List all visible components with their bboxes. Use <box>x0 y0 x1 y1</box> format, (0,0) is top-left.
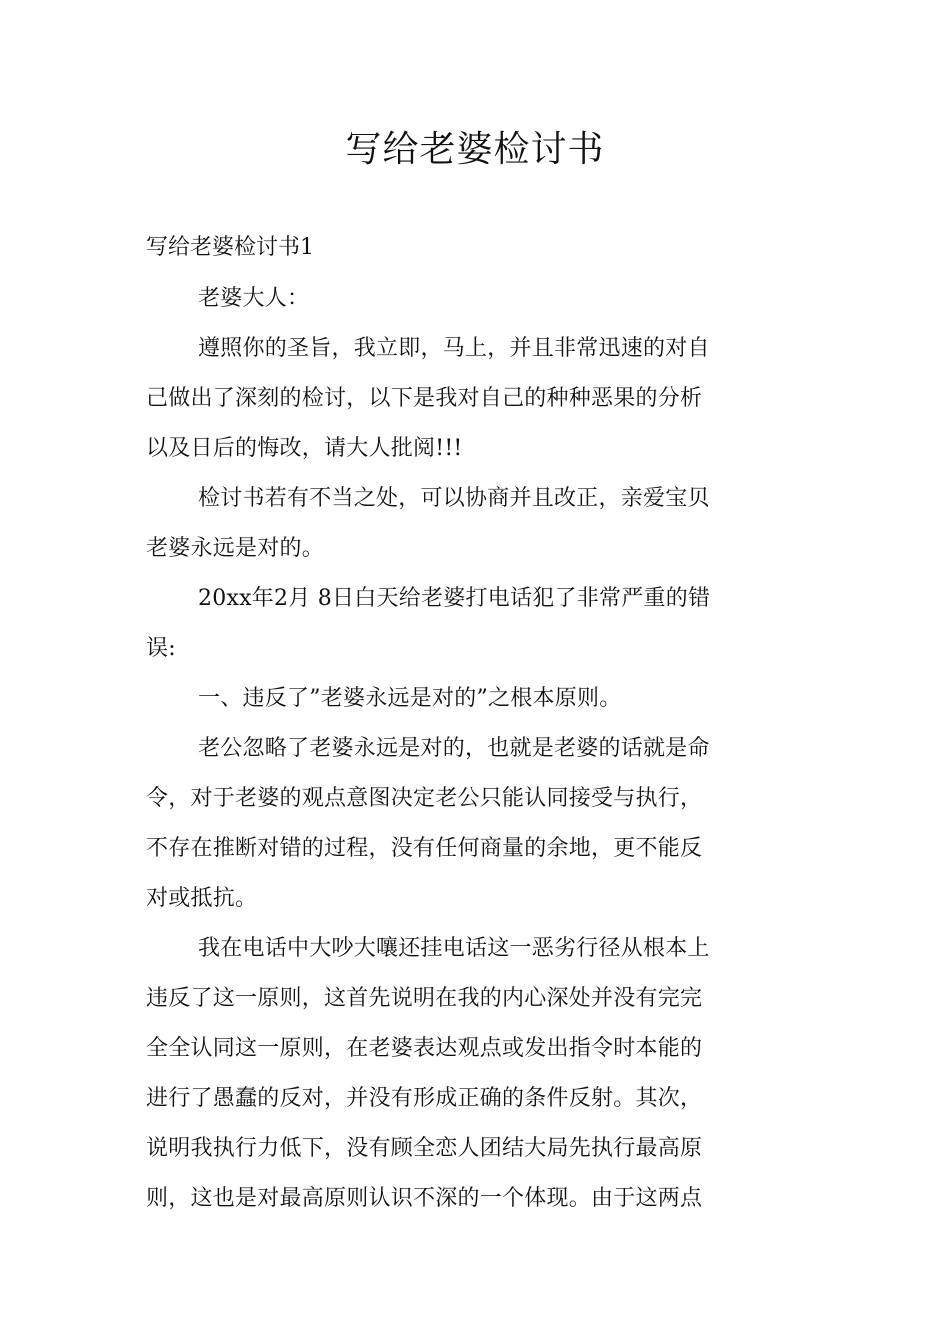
paragraph-line: 则，这也是对最高原则认识不深的一个体现。由于这两点 <box>146 1186 703 1211</box>
paragraph-line: 我在电话中大吵大嚷还挂电话这一恶劣行径从根本上 <box>198 936 710 961</box>
paragraph-line: 误: <box>146 636 176 661</box>
paragraph-line: 20xx年2月 8日白天给老婆打电话犯了非常严重的错 <box>198 586 711 611</box>
paragraph-line: 对或抵抗。 <box>146 886 258 911</box>
paragraph-line: 进行了愚蠢的反对，并没有形成正确的条件反射。其次， <box>146 1086 703 1111</box>
section-heading: 一、违反了”老婆永远是对的”之根本原则。 <box>198 686 622 711</box>
document-subtitle: 写给老婆检讨书1 <box>146 235 314 260</box>
paragraph-line: 检讨书若有不当之处，可以协商并且改正，亲爱宝贝 <box>198 486 710 511</box>
paragraph-line: 老婆永远是对的。 <box>146 536 325 561</box>
paragraph-line: 全全认同这一原则，在老婆表达观点或发出指令时本能的 <box>146 1036 703 1061</box>
paragraph-line: 以及日后的悔改，请大人批阅!!! <box>146 436 463 461</box>
paragraph-line: 老公忽略了老婆永远是对的，也就是老婆的话就是命 <box>198 736 710 761</box>
document-title: 写给老婆检讨书 <box>345 129 605 170</box>
paragraph-line: 说明我执行力低下，没有顾全恋人团结大局先执行最高原 <box>146 1136 703 1161</box>
paragraph-line: 己做出了深刻的检讨，以下是我对自己的种种恶果的分析 <box>146 386 703 411</box>
paragraph-line: 令，对于老婆的观点意图决定老公只能认同接受与执行， <box>146 786 703 811</box>
salutation-line: 老婆大人： <box>198 286 310 311</box>
paragraph-line: 不存在推断对错的过程，没有任何商量的余地，更不能反 <box>146 836 703 861</box>
paragraph-line: 遵照你的圣旨，我立即，马上，并且非常迅速的对自 <box>198 336 710 361</box>
paragraph-line: 违反了这一原则，这首先说明在我的内心深处并没有完完 <box>146 986 703 1011</box>
